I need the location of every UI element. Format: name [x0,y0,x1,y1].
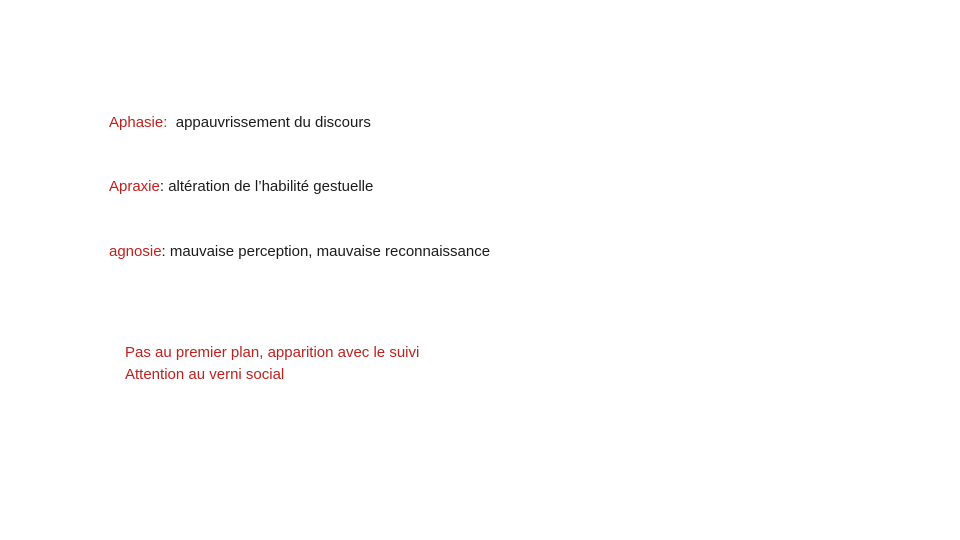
definition-text: altération de l’habilité gestuelle [168,178,374,195]
term-separator: : [163,114,176,131]
definition-apraxie [109,177,373,197]
note-line: Pas au premier plan, apparition avec le suivi [125,344,420,361]
note-block [125,342,419,386]
term-label: agnosie [109,243,162,260]
note-line: Attention au verni social [125,366,285,383]
term-label: Apraxie [109,178,160,195]
definition-agnosie [109,242,490,262]
term-separator: : [159,178,169,195]
term-separator: : [161,243,170,260]
definition-text: appauvrissement du discours [175,114,371,131]
definition-aphasie [109,113,371,133]
term-label: Aphasie [109,114,164,131]
definition-text: mauvaise perception, mauvaise reconnaissance [169,243,491,260]
